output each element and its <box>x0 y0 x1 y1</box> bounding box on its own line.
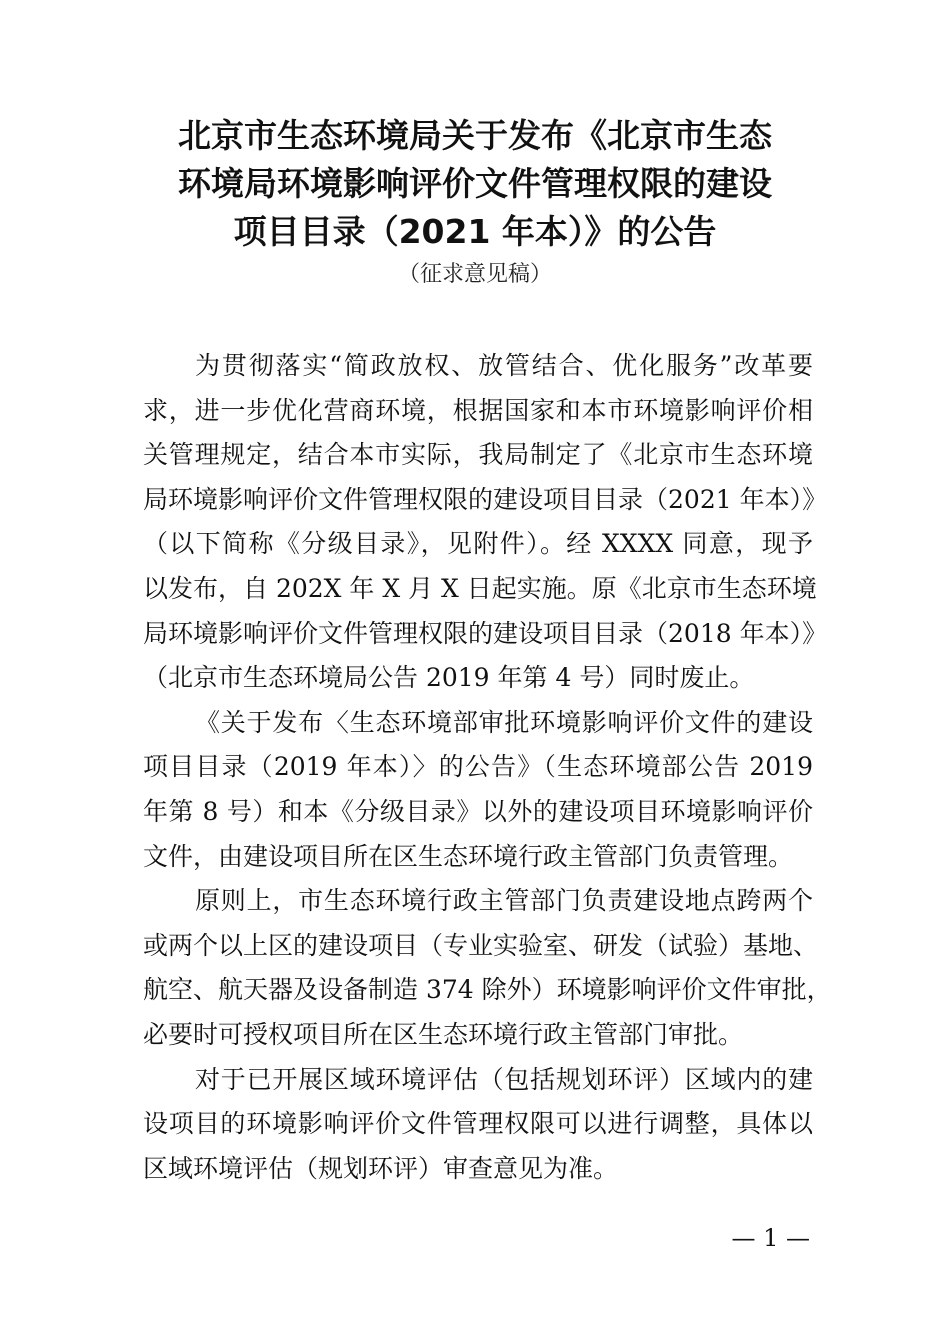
text-line: 区域环境评估（规划环评）审查意见为准。 <box>143 1153 619 1183</box>
text-line: 局环境影响评价文件管理权限的建设项目目录（2018 年本）》 <box>143 618 828 648</box>
document-subtitle: （征求意见稿） <box>397 262 552 287</box>
title-line: 项目目录（2021 年本）》的公告 <box>233 212 717 251</box>
paragraph-3 <box>143 879 832 1057</box>
text-line: 求，进一步优化营商环境，根据国家和本市环境影响评价相 <box>143 395 813 425</box>
text-line: 对于已开展区域环境评估（包括规划环评）区域内的建 <box>195 1064 813 1094</box>
text-line: 为贯彻落实“简政放权、放管结合、优化服务”改革要 <box>195 351 813 380</box>
text-line: 或两个以上区的建设项目（专业实验室、研发（试验）基地、 <box>143 930 819 960</box>
text-line: 项目目录（2019 年本）〉的公告》（生态环境部公告 2019 <box>143 752 813 782</box>
document-title <box>100 112 850 256</box>
text-line: 局环境影响评价文件管理权限的建设项目目录（2021 年本）》 <box>143 484 828 514</box>
text-line: （北京市生态环境局公告 2019 年第 4 号）同时废止。 <box>143 663 755 693</box>
text-line: 原则上，市生态环境行政主管部门负责建设地点跨两个 <box>195 886 813 916</box>
text-line: 设项目的环境影响评价文件管理权限可以进行调整，具体以 <box>143 1109 813 1139</box>
text-line: 年第 8 号）和本《分级目录》以外的建设项目环境影响评价 <box>143 796 813 826</box>
paragraph-4 <box>143 1058 813 1192</box>
text-line: 文件，由建设项目所在区生态环境行政主管部门负责管理。 <box>143 841 794 871</box>
document-body <box>143 344 832 1191</box>
text-line: 以发布，自 202X 年 X 月 X 日起实施。原《北京市生态环境 <box>143 573 817 603</box>
text-line: 关管理规定，结合本市实际，我局制定了《北京市生态环境 <box>143 440 813 470</box>
text-line: （以下简称《分级目录》，见附件）。经 XXXX 同意，现予 <box>143 529 813 559</box>
paragraph-2 <box>143 701 813 879</box>
text-line: 必要时可授权项目所在区生态环境行政主管部门审批。 <box>143 1019 744 1049</box>
text-line: 航空、航天器及设备制造 374 除外）环境影响评价文件审批， <box>143 975 832 1005</box>
page-number: — 1 — <box>731 1224 810 1252</box>
title-line: 北京市生态环境局关于发布《北京市生态 <box>178 116 772 155</box>
paragraph-1 <box>143 344 828 701</box>
text-line: 《关于发布〈生态环境部审批环境影响评价文件的建设 <box>195 707 813 737</box>
title-line: 环境局环境影响评价文件管理权限的建设 <box>178 164 772 203</box>
